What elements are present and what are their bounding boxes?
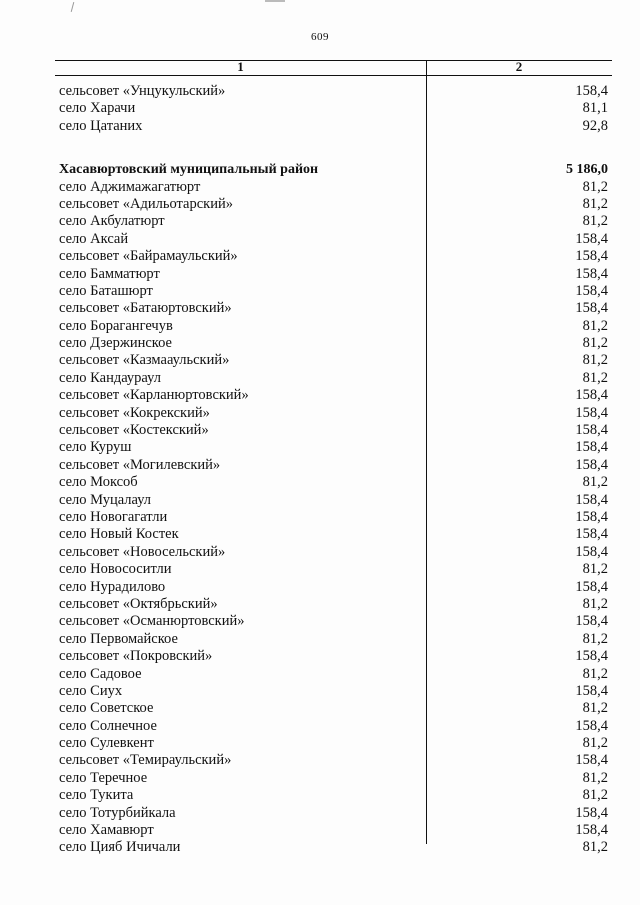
table-row: [55, 283, 612, 300]
row-value: 158,4: [575, 422, 608, 439]
table-row: [55, 805, 612, 822]
row-name: сельсовет «Октябрьский»: [59, 595, 218, 612]
table-row: [55, 700, 612, 717]
table-row: [55, 179, 612, 196]
table-row: [55, 300, 612, 317]
table-row: [55, 666, 612, 683]
row-name: сельсовет «Покровский»: [59, 648, 213, 665]
table-row: [55, 683, 612, 700]
column-header-2: 2: [515, 59, 523, 74]
row-name: село Цияб Ичичали: [59, 839, 181, 856]
row-name: село Садовое: [59, 665, 142, 682]
row-value: 158,4: [575, 404, 608, 421]
row-value: 81,2: [582, 561, 608, 578]
row-value: 81,2: [582, 335, 608, 352]
row-value: 81,2: [582, 474, 608, 491]
row-name: село Теречное: [59, 769, 148, 786]
row-name: село Новогагатли: [59, 508, 168, 525]
row-value: 158,4: [575, 439, 608, 456]
row-value: 158,4: [575, 300, 608, 317]
row-value: 158,4: [575, 717, 608, 734]
table-row: [55, 474, 612, 491]
row-value: 158,4: [575, 508, 608, 525]
row-value: 158,4: [575, 456, 608, 473]
table-row: [55, 526, 612, 543]
row-name: село Моксоб: [59, 474, 138, 491]
row-value: 158,4: [575, 265, 608, 282]
row-name: сельсовет «Могилевский»: [59, 456, 221, 473]
row-name: село Сиух: [59, 682, 123, 699]
row-value: 5 186,0: [566, 162, 608, 178]
page-number: 609: [311, 31, 329, 43]
table-row: [55, 787, 612, 804]
row-value: 158,4: [575, 648, 608, 665]
row-name: сельсовет «Карланюртовский»: [59, 387, 249, 404]
row-value: 81,2: [582, 700, 608, 717]
row-value: 158,4: [575, 83, 608, 99]
row-name: село Баташюрт: [59, 282, 153, 299]
row-value: 158,4: [575, 822, 608, 839]
row-name: село Первомайское: [59, 630, 178, 647]
header-bottom-border: [55, 75, 612, 76]
row-name: село Нурадилово: [59, 578, 166, 595]
row-value: 158,4: [575, 578, 608, 595]
row-name: сельсовет «Казмааульский»: [59, 352, 230, 369]
table-row: [55, 596, 612, 613]
table-row: [55, 544, 612, 561]
row-name: село Цатаних: [59, 117, 143, 134]
table-row: [55, 561, 612, 578]
table-row: [55, 509, 612, 526]
row-name: село Новый Костек: [59, 526, 179, 543]
row-name: село Харачи: [59, 100, 136, 117]
table-row: [55, 352, 612, 369]
table-row: [55, 648, 612, 665]
table-row: [55, 100, 612, 117]
row-value: 158,4: [575, 282, 608, 299]
row-name: село Советское: [59, 700, 154, 717]
row-value: 81,2: [582, 769, 608, 786]
row-value: 158,4: [575, 526, 608, 543]
table-row: [55, 118, 612, 135]
row-value: 81,2: [582, 178, 608, 195]
row-value: 81,2: [582, 787, 608, 804]
row-value: 81,2: [582, 595, 608, 612]
row-value: 81,2: [582, 317, 608, 334]
table-row: [55, 83, 612, 100]
row-name: село Дзержинское: [59, 335, 172, 352]
table-row: [55, 231, 612, 248]
row-value: 81,2: [582, 369, 608, 386]
table-row: [55, 770, 612, 787]
table-row: [55, 631, 612, 648]
scan-mark: [71, 2, 75, 12]
table-row: [55, 405, 612, 422]
row-name: сельсовет «Байрамаульский»: [59, 248, 238, 265]
row-name: сельсовет «Костекский»: [59, 422, 209, 439]
row-name: сельсовет «Темираульский»: [59, 752, 232, 769]
row-name: сельсовет «Унцукульский»: [59, 83, 226, 99]
table-row: [55, 735, 612, 752]
row-value: 81,2: [582, 839, 608, 856]
row-name: село Куруш: [59, 439, 132, 456]
row-name: село Муцалаул: [59, 491, 152, 508]
row-value: 81,2: [582, 735, 608, 752]
table-row: [55, 718, 612, 735]
table-row: [55, 196, 612, 213]
row-value: 158,4: [575, 230, 608, 247]
table-row: [55, 822, 612, 839]
table-row: [55, 422, 612, 439]
row-name: село Аксай: [59, 230, 129, 247]
column-header-1: 1: [237, 59, 244, 74]
row-name: село Акбулатюрт: [59, 213, 165, 230]
row-value: 81,2: [582, 352, 608, 369]
row-value: 81,2: [582, 213, 608, 230]
row-value: 158,4: [575, 491, 608, 508]
row-value: 158,4: [575, 752, 608, 769]
row-value: 81,2: [582, 195, 608, 212]
row-name: село Бамматюрт: [59, 265, 160, 282]
table-row: [55, 370, 612, 387]
row-name: сельсовет «Кокрекский»: [59, 404, 210, 421]
row-name: село Сулевкент: [59, 735, 154, 752]
district-total-row: [55, 161, 612, 178]
scan-mark: [265, 0, 285, 2]
table-body: [55, 83, 612, 857]
table-row: [55, 579, 612, 596]
row-value: 158,4: [575, 248, 608, 265]
row-value: 81,2: [582, 630, 608, 647]
row-name: село Солнечное: [59, 717, 157, 734]
data-table: [55, 59, 612, 856]
row-value: 158,4: [575, 682, 608, 699]
section-spacer: [55, 135, 612, 161]
table-row: [55, 613, 612, 630]
row-name: село Аджимажагатюрт: [59, 178, 201, 195]
table-row: [55, 213, 612, 230]
row-value: 158,4: [575, 804, 608, 821]
row-name: село Новососитли: [59, 561, 172, 578]
table-row: [55, 387, 612, 404]
row-value: 81,1: [582, 100, 608, 117]
row-value: 81,2: [582, 665, 608, 682]
row-value: 158,4: [575, 613, 608, 630]
table-row: [55, 318, 612, 335]
row-name: село Борагангечув: [59, 317, 173, 334]
row-name: сельсовет «Адильотарский»: [59, 195, 233, 212]
row-name: Хасавюртовский муниципальный район: [59, 162, 319, 178]
table-row: [55, 752, 612, 769]
row-name: село Кандаураул: [59, 369, 161, 386]
row-name: сельсовет «Новосельский»: [59, 543, 226, 560]
row-name: село Хамавюрт: [59, 822, 154, 839]
row-name: сельсовет «Батаюртовский»: [59, 300, 232, 317]
row-name: сельсовет «Османюртовский»: [59, 613, 245, 630]
row-value: 92,8: [582, 117, 608, 134]
row-value: 158,4: [575, 543, 608, 560]
table-row: [55, 335, 612, 352]
table-row: [55, 266, 612, 283]
table-row: [55, 439, 612, 456]
table-row: [55, 248, 612, 265]
table-row: [55, 839, 612, 856]
table-row: [55, 492, 612, 509]
row-name: село Тотурбийкала: [59, 804, 176, 821]
row-value: 158,4: [575, 387, 608, 404]
table-row: [55, 457, 612, 474]
row-name: село Тукита: [59, 787, 134, 804]
